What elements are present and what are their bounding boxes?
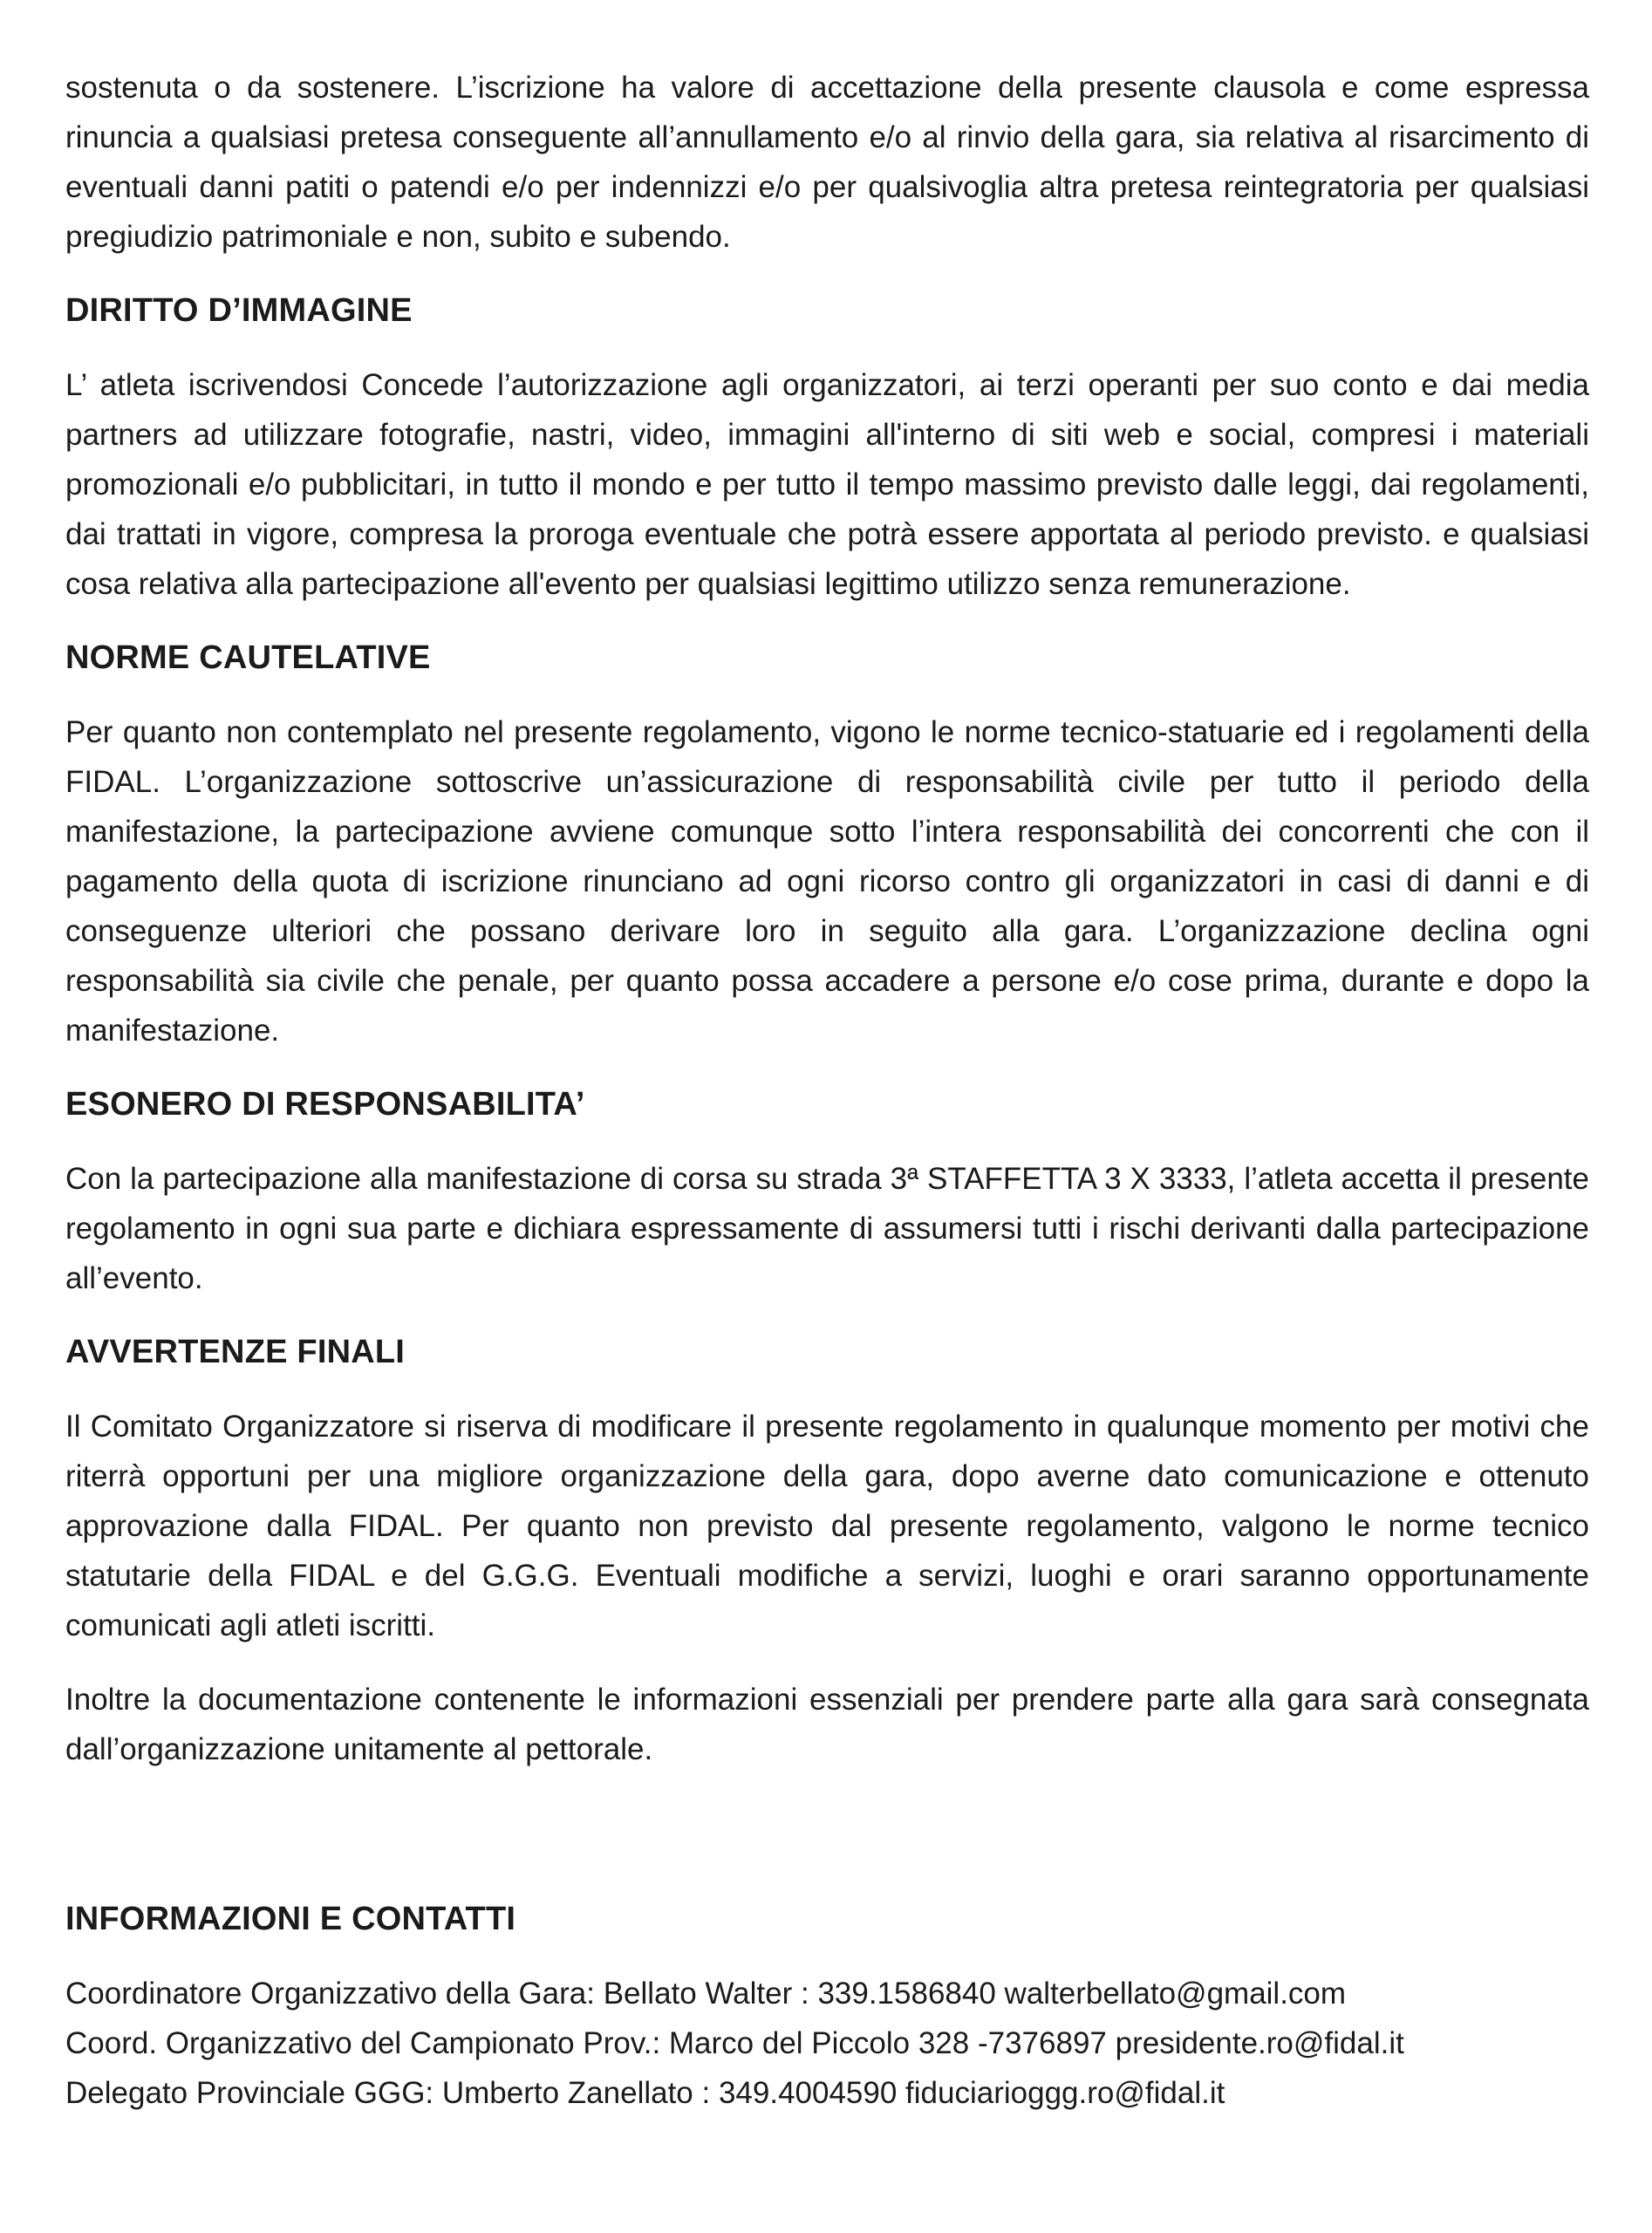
contact-line-coordinatore-gara: Coordinatore Organizzativo della Gara: Bellato Walter : 339.1586840 walterbellato@gmail.com bbox=[65, 1977, 1347, 2011]
contact-line-coordinatore-campionato: Coord. Organizzativo del Campionato Prov.: Marco del Piccolo 328 -7376897 presidente.ro@fidal.it bbox=[65, 2026, 1404, 2060]
section-heading-esonero-responsabilita: ESONERO DI RESPONSABILITA’ bbox=[65, 1086, 585, 1123]
paragraph-diritto-immagine: L’ atleta iscrivendosi Concede l’autorizzazione agli organizzatori, ai terzi operanti per suo conto e dai media partners ad utilizzare fotografie, nastri, video, immagini all'interno di siti web e social, compresi i materiali promozionali e/o pubblicitari, in tutto il mondo e per tutto il tempo massimo previsto dalle leggi, dai regolamenti, dai trattati in vigore, compresa la proroga eventuale che potrà essere apportata al periodo previsto. e qualsiasi cosa relativa alla partecipazione all'evento per qualsiasi legittimo utilizzo senza remunerazione. bbox=[65, 368, 1589, 601]
section-heading-avvertenze-finali: AVVERTENZE FINALI bbox=[65, 1334, 406, 1370]
section-heading-diritto-immagine: DIRITTO D’IMMAGINE bbox=[65, 292, 413, 329]
paragraph-avvertenze-finali: Il Comitato Organizzatore si riserva di modificare il presente regolamento in qualunque momento per motivi che riterrà opportuni per una migliore organizzazione della gara, dopo averne dato comunicazione e ottenuto approvazione dalla FIDAL. Per quanto non previsto dal presente regolamento, valgono le norme tecnico statutarie della FIDAL e del G.G.G. Eventuali modifiche a servizi, luoghi e orari saranno opportunamente comunicati agli atleti iscritti. bbox=[65, 1410, 1589, 1642]
section-heading-norme-cautelative: NORME CAUTELATIVE bbox=[65, 639, 431, 676]
paragraph-documentazione-pettorale: Inoltre la documentazione contenente le informazioni essenziali per prendere parte alla gara sarà consegnata dall’organizzazione unitamente al pettorale. bbox=[65, 1683, 1589, 1766]
section-heading-informazioni-contatti: INFORMAZIONI E CONTATTI bbox=[65, 1901, 516, 1937]
contact-line-delegato-provinciale: Delegato Provinciale GGG: Umberto Zanellato : 349.4004590 fiduciarioggg.ro@fidal.it bbox=[65, 2076, 1225, 2110]
paragraph-esonero-responsabilita: Con la partecipazione alla manifestazione di corsa su strada 3ª STAFFETTA 3 X 3333, l’atleta accetta il presente regolamento in ogni sua parte e dichiara espressamente di assumersi tutti i rischi derivanti dalla partecipazione all’evento. bbox=[65, 1162, 1589, 1295]
paragraph-norme-cautelative: Per quanto non contemplato nel presente regolamento, vigono le norme tecnico-statuarie ed i regolamenti della FIDAL. L’organizzazione sottoscrive un’assicurazione di responsabilità civile per tutto il periodo della manifestazione, la partecipazione avviene comunque sotto l’intera responsabilità dei concorrenti che con il pagamento della quota di iscrizione rinunciano ad ogni ricorso contro gli organizzatori in casi di danni e di conseguenze ulteriori che possano derivare loro in seguito alla gara. L’organizzazione declina ogni responsabilità sia civile che penale, per quanto possa accadere a persone e/o cose prima, durante e dopo la manifestazione. bbox=[65, 715, 1589, 1048]
paragraph-intro-clausola: sostenuta o da sostenere. L’iscrizione ha valore di accettazione della presente clausola e come espressa rinuncia a qualsiasi pretesa conseguente all’annullamento e/o al rinvio della gara, sia relativa al risarcimento di eventuali danni patiti o patendi e/o per indennizzi e/o per qualsivoglia altra pretesa reintegratoria per qualsiasi pregiudizio patrimoniale e non, subito e subendo. bbox=[65, 71, 1589, 254]
